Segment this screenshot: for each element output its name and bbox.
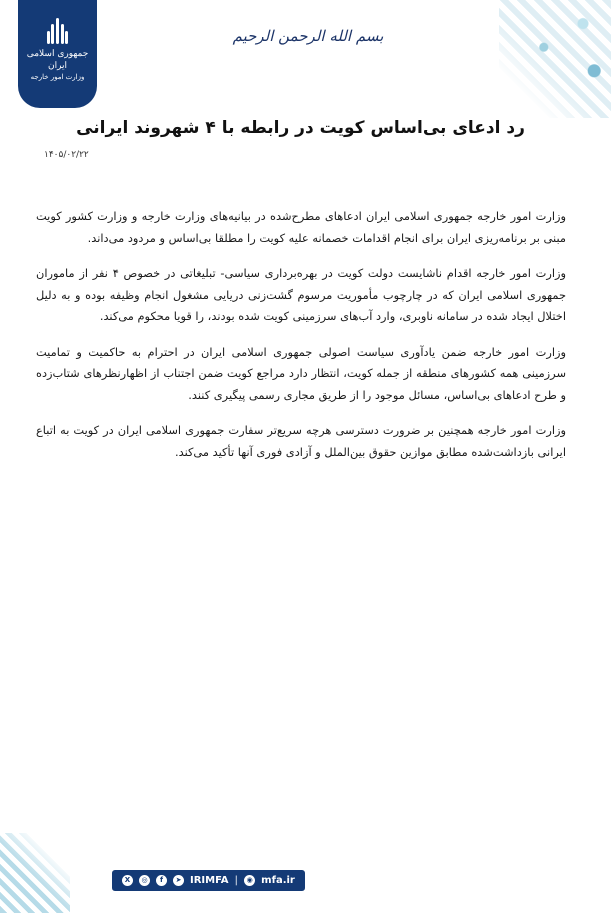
globe-icon: ◉ — [244, 875, 255, 886]
emblem-ministry-name: وزارت امور خارجه — [30, 73, 85, 81]
paragraph: وزارت امور خارجه جمهوری اسلامی ایران ادعاهای مطرح‌شده در بیانیه‌های وزارت خارجه و وزارت کشور کویت مبنی بر برنامه‌ریزی ایران برای انجام اقدامات خصمانه علیه کویت را مطلقا بی‌اساس و مردود می‌داند. — [36, 209, 566, 245]
emblem-country-name: جمهوری اسلامی ایران — [26, 49, 89, 71]
bismillah-calligraphy: بسم الله الرحمن الرحیم — [232, 27, 384, 45]
decorative-pattern-top-right — [499, 0, 611, 118]
footer-divider: | — [234, 875, 239, 886]
social-handle[interactable]: IRIMFA — [190, 875, 229, 886]
paragraph: وزارت امور خارجه ضمن یادآوری سیاست اصولی جمهوری اسلامی ایران در احترام به حاکمیت و تمامیت سرزمینی همه کشورهای منطقه از جمله کویت، انتظار دارد مراجع کویت ضمن اجتناب از اظهارنظرهای شتاب‌زده و طرح ادعاهای بی‌اساس، مسائل موجود را از طریق مجاری رسمی پیگیری کنند. — [36, 344, 566, 402]
facebook-icon[interactable]: f — [156, 875, 167, 886]
instagram-icon[interactable]: ◎ — [139, 875, 150, 886]
x-icon[interactable]: X — [122, 875, 133, 886]
decorative-pattern-bottom-left — [0, 833, 70, 913]
website-link[interactable]: mfa.ir — [261, 875, 295, 886]
paragraph: وزارت امور خارجه اقدام ناشایست دولت کویت در بهره‌برداری سیاسی- تبلیغاتی در خصوص ۴ نفر از ماموران جمهوری اسلامی ایران که در چارچوب مأموریت مرسوم گشت‌زنی دریایی مشغول انجام وظیفه بوده و به دلیل اختلال ایجاد شده در سامانه ناوبری، وارد آب‌های سرزمینی کویت شده بودند، را قویا محکوم می‌کند. — [36, 266, 566, 323]
iran-emblem-icon — [46, 14, 70, 44]
paragraph: وزارت امور خارجه همچنین بر ضرورت دسترسی هرچه سریع‌تر سفارت جمهوری اسلامی ایران در کویت به اتباع ایرانی بازداشت‌شده مطابق موازین حقوق بین‌الملل و آزادی فوری آنها تأکید می‌کند. — [36, 423, 566, 459]
statement-body — [36, 206, 566, 477]
ministry-emblem — [18, 0, 97, 108]
statement-title: رد ادعای بی‌اساس کویت در رابطه با ۴ شهروند ایرانی — [76, 118, 525, 138]
social-footer-bar — [112, 870, 305, 891]
statement-date: ۱۴۰۵/۰۲/۲۲ — [44, 150, 89, 160]
telegram-icon[interactable]: ➤ — [173, 875, 184, 886]
